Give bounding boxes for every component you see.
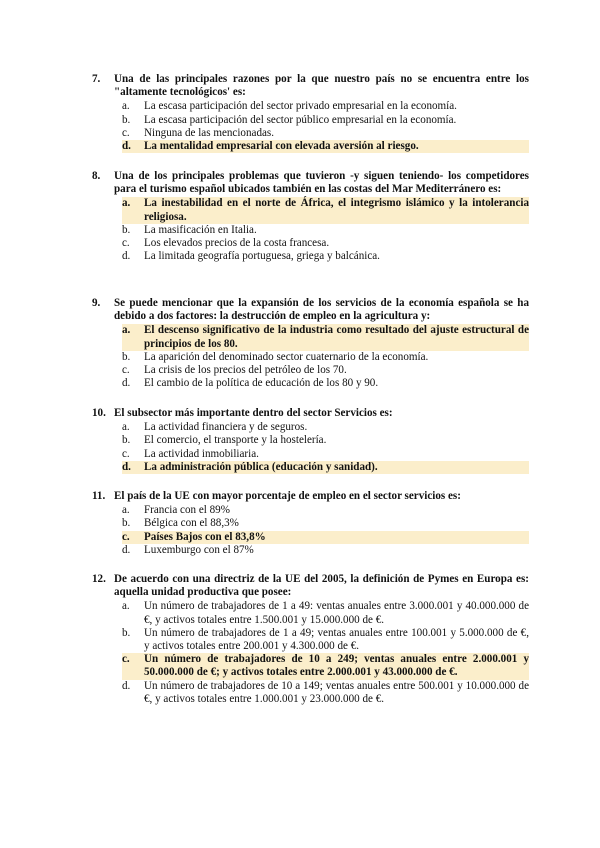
option-text: La masificación en Italia. xyxy=(144,223,257,236)
option-letter: d. xyxy=(122,250,131,263)
option-c xyxy=(122,448,529,461)
option-d xyxy=(122,680,529,706)
option-a xyxy=(122,600,529,626)
option-letter: b. xyxy=(122,517,131,530)
option-text: La administración pública (educación y sanidad). xyxy=(144,461,529,474)
option-text: El comercio, el transporte y la hostelería. xyxy=(144,434,327,447)
option-c xyxy=(122,653,529,679)
option-b xyxy=(122,434,529,447)
option-letter: c. xyxy=(122,531,144,544)
option-letter: a. xyxy=(122,421,130,434)
option-letter: c. xyxy=(122,126,130,139)
option-text: Países Bajos con el 83,8% xyxy=(144,531,529,544)
option-a xyxy=(122,197,529,223)
option-c xyxy=(122,237,529,250)
options-list xyxy=(92,504,529,557)
question-11 xyxy=(92,490,529,557)
option-letter: b. xyxy=(122,434,131,447)
option-letter: c. xyxy=(122,237,130,250)
option-a xyxy=(122,504,529,517)
option-a xyxy=(122,324,529,350)
options-list xyxy=(92,100,529,153)
question-12 xyxy=(92,573,529,706)
option-text: La mentalidad empresarial con elevada aversión al riesgo. xyxy=(144,140,529,153)
question-text: El país de la UE con mayor porcentaje de empleo en el sector servicios es: xyxy=(114,490,461,502)
question-number: 11. xyxy=(92,490,106,502)
options-list xyxy=(92,421,529,474)
options-list xyxy=(92,197,529,263)
option-text: Un número de trabajadores de 10 a 149; ventas anuales entre 500.001 y 10.000.000 de €, y activos totales entre 1.000.001 y 23.000.000 de €. xyxy=(144,679,529,705)
question-number: 10. xyxy=(92,407,106,419)
option-letter: d. xyxy=(122,461,144,474)
question-9 xyxy=(92,297,529,390)
option-text: La escasa participación del sector público empresarial en la economía. xyxy=(144,113,457,126)
question-number: 7. xyxy=(92,73,101,85)
option-text: La actividad financiera y de seguros. xyxy=(144,421,308,434)
option-d xyxy=(122,544,529,557)
option-d xyxy=(122,461,529,474)
option-text: La actividad inmobiliaria. xyxy=(144,447,259,460)
option-text: La crisis de los precios del petróleo de los 70. xyxy=(144,364,347,377)
option-text: Un número de trabajadores de 10 a 249; ventas anuales entre 2.000.001 y 50.000.000 de €; y activos totales entre 2.000.001 y 43.000.000 de €. xyxy=(144,653,529,679)
option-letter: d. xyxy=(122,679,131,692)
question-text: De acuerdo con una directriz de la UE del 2005, la definición de Pymes en Europa es: aquella unidad productiva que posee: xyxy=(114,573,529,599)
option-text: El cambio de la política de educación de los 80 y 90. xyxy=(144,377,379,390)
option-letter: c. xyxy=(122,447,130,460)
options-list xyxy=(92,600,529,706)
option-b xyxy=(122,224,529,237)
option-letter: d. xyxy=(122,140,144,153)
option-b xyxy=(122,114,529,127)
question-text: Se puede mencionar que la expansión de los servicios de la economía española se ha debido a dos factores: la destrucción de empleo en la agricultura y: xyxy=(114,297,529,323)
option-text: Francia con el 89% xyxy=(144,504,230,517)
option-letter: b. xyxy=(122,350,131,363)
question-number: 9. xyxy=(92,297,101,309)
option-a xyxy=(122,100,529,113)
option-letter: c. xyxy=(122,653,144,679)
question-10 xyxy=(92,407,529,474)
options-list xyxy=(92,324,529,390)
option-text: Ninguna de las mencionadas. xyxy=(144,126,275,139)
option-text: Los elevados precios de la costa francesa. xyxy=(144,237,330,250)
option-a xyxy=(122,421,529,434)
option-b xyxy=(122,351,529,364)
option-text: Un número de trabajadores de 1 a 49: ventas anuales entre 3.000.001 y 40.000.000 de €, y activos totales entre 1.500.001 y 15.000.000 de €. xyxy=(144,600,529,626)
option-d xyxy=(122,377,529,390)
question-text: Una de las principales razones por la que nuestro país no se encuentra entre los "altamente tecnológicos' es: xyxy=(114,73,529,99)
option-letter: b. xyxy=(122,223,131,236)
option-letter: b. xyxy=(122,113,131,126)
option-text: Un número de trabajadores de 1 a 49; ventas anuales entre 100.001 y 5.000.000 de €, y activos totales entre 200.001 y 4.300.000 de €. xyxy=(144,626,529,653)
question-text: Una de los principales problemas que tuvieron -y siguen teniendo- los competidores para el turismo español ubicados también en las costas del Mar Mediterránero es: xyxy=(114,170,529,196)
question-text: El subsector más importante dentro del sector Servicios es: xyxy=(114,407,393,419)
option-letter: a. xyxy=(122,197,144,223)
option-letter: a. xyxy=(122,600,130,613)
option-c xyxy=(122,531,529,544)
option-d xyxy=(122,250,529,263)
question-8 xyxy=(92,170,529,263)
question-number: 12. xyxy=(92,573,106,585)
option-c xyxy=(122,127,529,140)
option-text: El descenso significativo de la industria como resultado del ajuste estructural de principios de los 80. xyxy=(144,324,529,350)
option-text: La limitada geografía portuguesa, griega y balcánica. xyxy=(144,250,380,263)
option-text: Luxemburgo con el 87% xyxy=(144,543,254,556)
option-text: La escasa participación del sector privado empresarial en la economía. xyxy=(144,100,457,113)
question-7 xyxy=(92,73,529,153)
option-d xyxy=(122,140,529,153)
option-letter: a. xyxy=(122,504,130,517)
option-letter: a. xyxy=(122,324,144,350)
question-number: 8. xyxy=(92,170,101,182)
option-letter: a. xyxy=(122,100,130,113)
option-c xyxy=(122,364,529,377)
option-letter: c. xyxy=(122,364,130,377)
option-text: La aparición del denominado sector cuaternario de la economía. xyxy=(144,350,429,363)
option-text: La inestabilidad en el norte de África, el integrismo islámico y la intolerancia religiosa. xyxy=(144,197,529,223)
option-letter: d. xyxy=(122,377,131,390)
option-b xyxy=(122,517,529,530)
option-b xyxy=(122,627,529,653)
option-text: Bélgica con el 88,3% xyxy=(144,517,239,530)
option-letter: b. xyxy=(122,626,131,639)
option-letter: d. xyxy=(122,543,131,556)
